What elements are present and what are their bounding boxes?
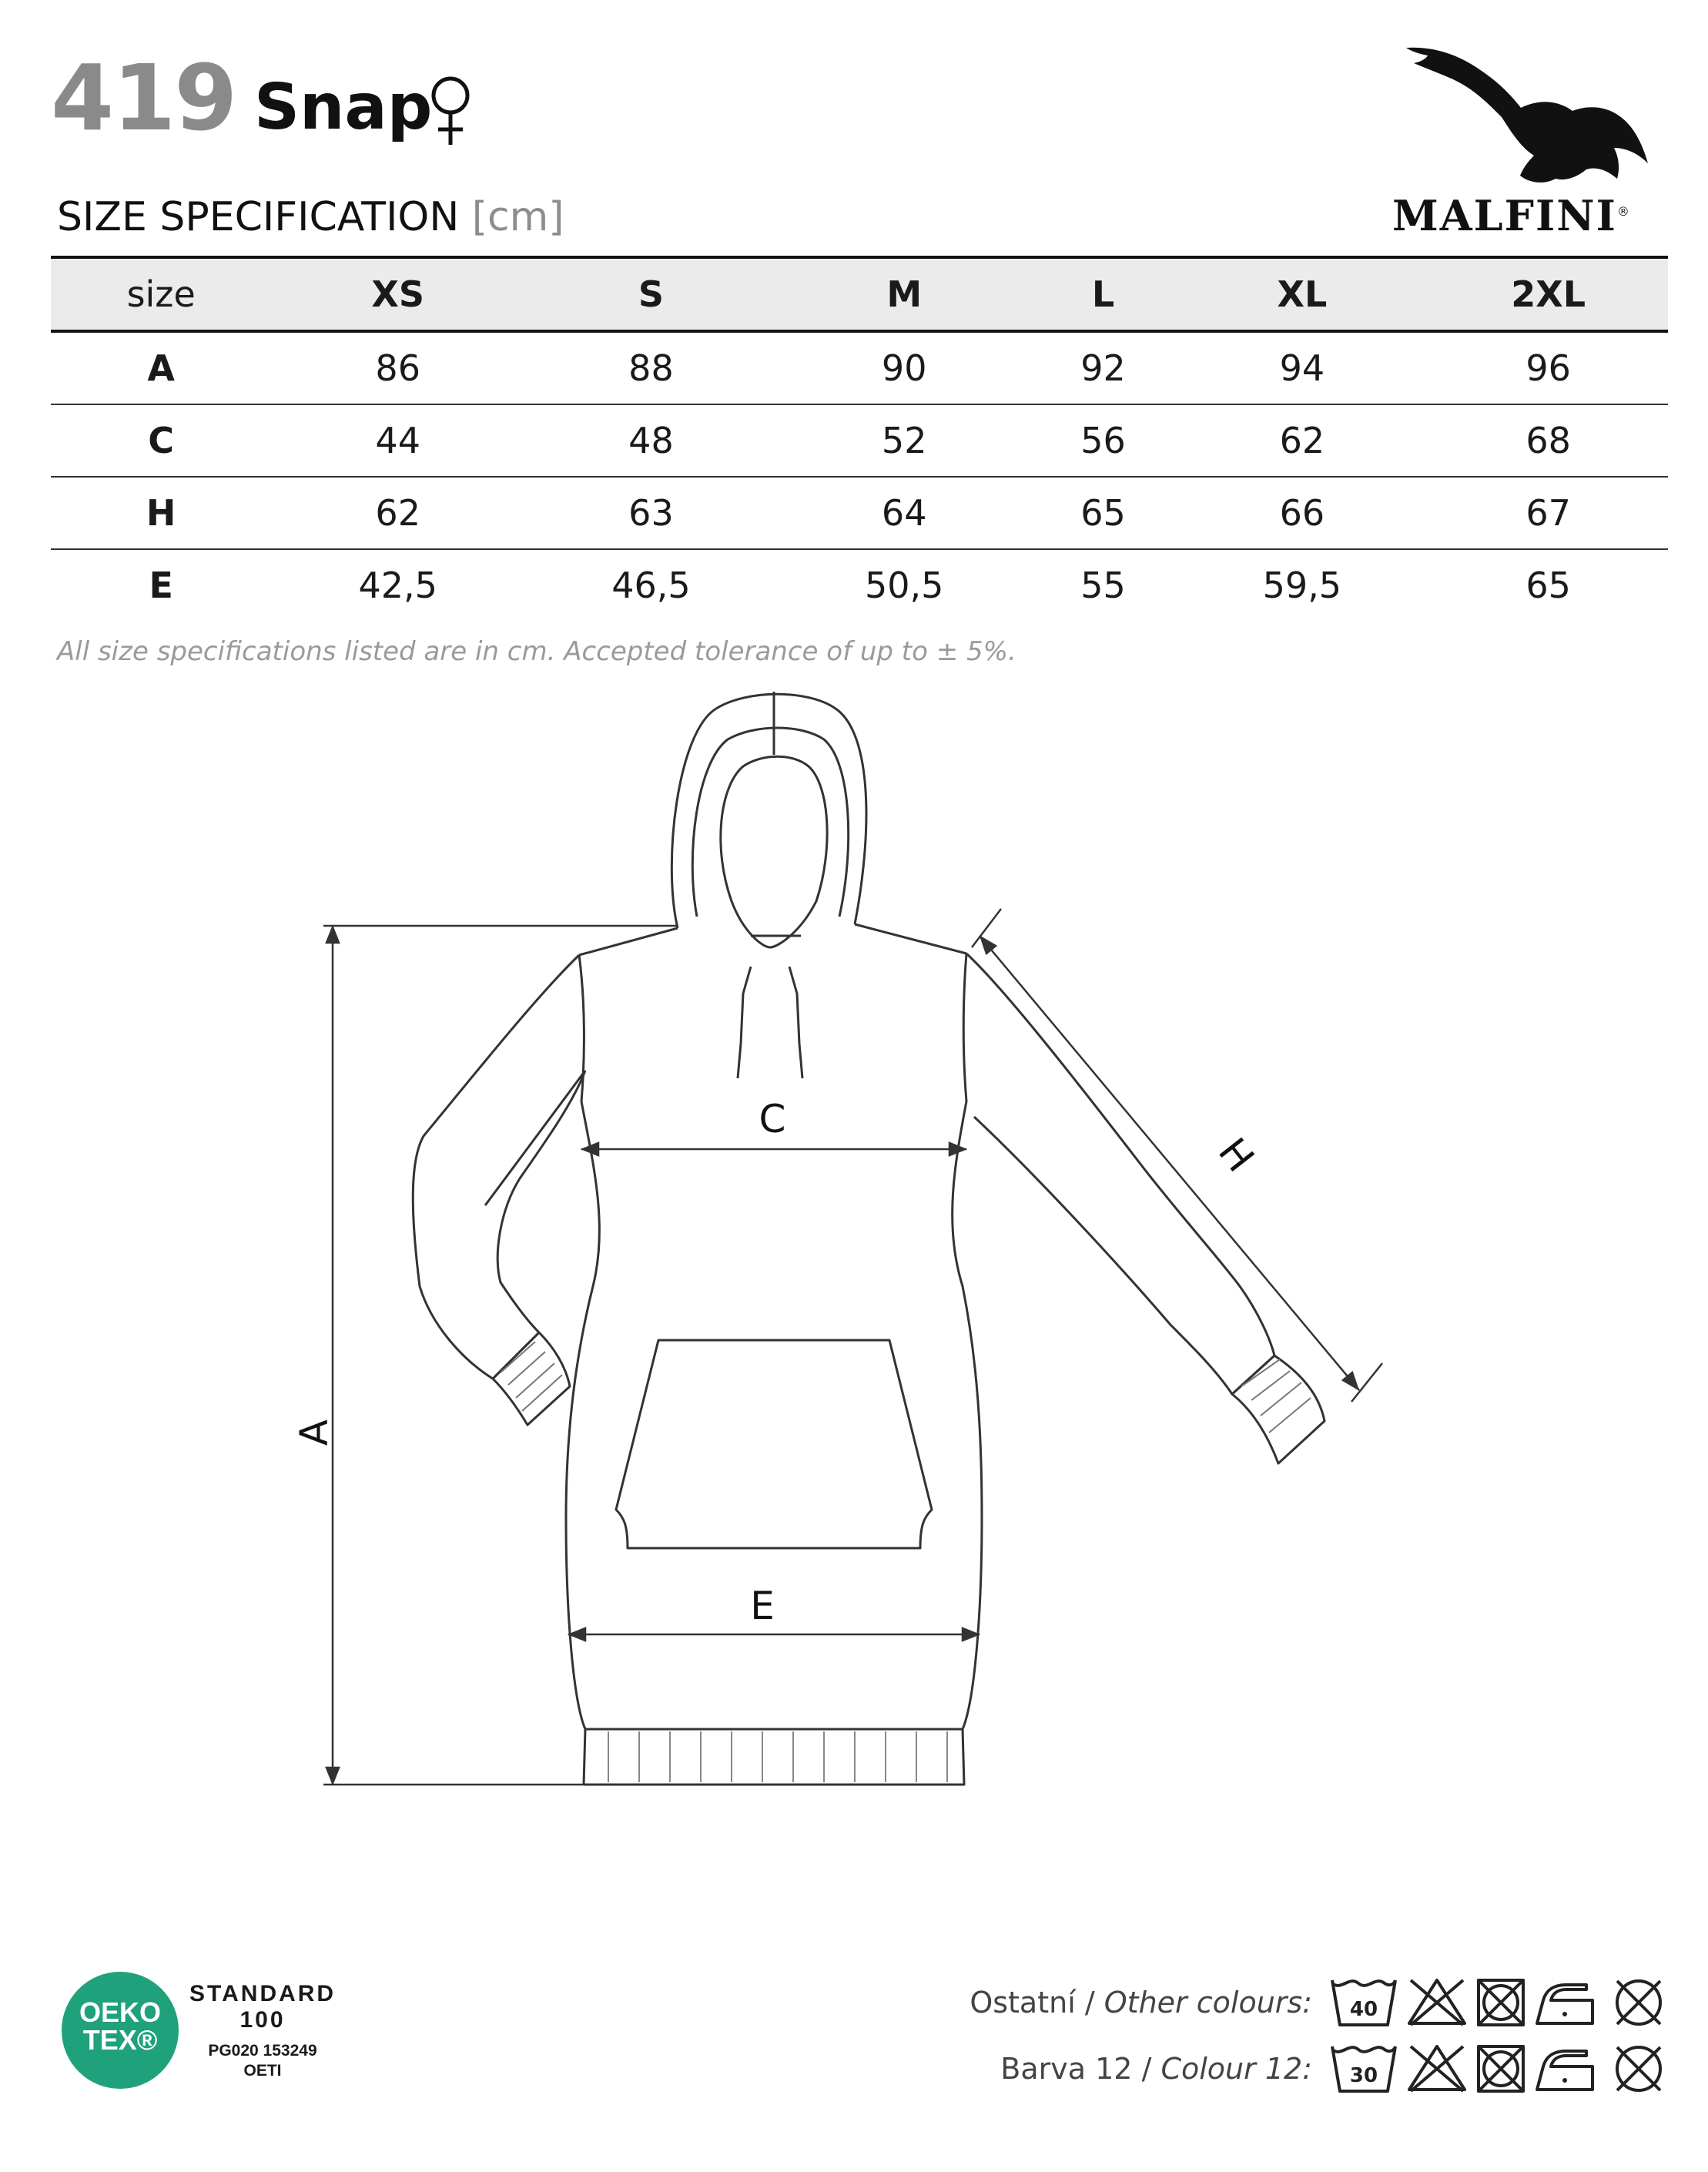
size-column-header: S xyxy=(638,273,665,315)
table-cell: 65 xyxy=(1525,565,1571,606)
size-column-header: size xyxy=(126,273,196,315)
measurement-h xyxy=(972,909,1382,1402)
oeko-line-2: TEX® xyxy=(82,2024,158,2056)
table-cell: 94 xyxy=(1279,347,1325,389)
table-cell: 59,5 xyxy=(1262,565,1342,606)
size-header-row xyxy=(51,257,1668,331)
right-cuff xyxy=(1232,1356,1325,1463)
care-symbols-colour-12 xyxy=(1331,2042,1669,2096)
care-label-en: Other colours: xyxy=(1104,1986,1312,2019)
certificate-line-1: PG020 153249 xyxy=(208,2042,317,2060)
no-tumble-dry-icon xyxy=(1479,2046,1523,2091)
body-left xyxy=(566,955,599,1729)
oeko-tex-text xyxy=(62,1996,179,2056)
table-cell: 50,5 xyxy=(864,565,944,606)
table-row xyxy=(51,404,1668,477)
row-label: E xyxy=(149,565,173,606)
size-column-header: XL xyxy=(1277,273,1328,315)
brand-name: MALFINI xyxy=(1392,191,1617,240)
table-cell: 62 xyxy=(1279,420,1325,461)
spec-title-text: SIZE SPECIFICATION xyxy=(57,194,460,240)
care-label-colour-12 xyxy=(1000,2052,1312,2086)
standard-line-1: STANDARD xyxy=(189,1981,337,2006)
table-cell: 55 xyxy=(1080,565,1126,606)
care-label-cz: Barva 12 xyxy=(1000,2052,1133,2086)
no-dry-clean-icon xyxy=(1617,2047,1660,2090)
no-bleach-icon xyxy=(1409,2046,1465,2091)
wash-temperature: 40 xyxy=(1349,1998,1378,2021)
row-label: C xyxy=(148,420,175,461)
table-cell: 68 xyxy=(1525,420,1571,461)
care-symbols-other-colours xyxy=(1331,1976,1669,2030)
table-cell: 66 xyxy=(1279,492,1325,534)
row-label: H xyxy=(146,492,176,534)
tolerance-note: All size specifications listed are in cm. Accepted tolerance of up to ± 5%. xyxy=(57,636,1016,667)
garment-outline xyxy=(413,692,1325,1785)
drawstring-right xyxy=(789,967,802,1078)
registered-mark: ® xyxy=(1616,204,1631,219)
table-cell: 65 xyxy=(1080,492,1126,534)
table-cell: 44 xyxy=(375,420,420,461)
certificate-line-2: OETI xyxy=(243,2062,282,2080)
table-cell: 88 xyxy=(628,347,674,389)
table-cell: 63 xyxy=(628,492,674,534)
size-column-header: 2XL xyxy=(1511,273,1586,315)
size-column-header: M xyxy=(886,273,923,315)
drawstring-left xyxy=(738,967,751,1078)
hem-band xyxy=(584,1729,964,1785)
table-row xyxy=(51,331,1668,404)
iron-icon xyxy=(1537,2051,1592,2090)
wash-temperature: 30 xyxy=(1349,2064,1378,2087)
table-cell: 46,5 xyxy=(611,565,691,606)
cuff-ribbing xyxy=(501,1342,1311,1433)
no-dry-clean-icon xyxy=(1617,1981,1660,2024)
product-code: 419 xyxy=(51,45,236,151)
table-cell: 96 xyxy=(1525,347,1571,389)
table-cell: 42,5 xyxy=(358,565,437,606)
certificate-code xyxy=(189,2041,336,2081)
size-column-header: L xyxy=(1091,273,1115,315)
left-sleeve-inner xyxy=(485,1071,585,1205)
standard-title xyxy=(189,1981,336,2033)
measure-label-c: C xyxy=(759,1097,786,1141)
hoodie-dress-diagram xyxy=(0,670,1708,1949)
hem-ribbing xyxy=(608,1731,947,1782)
measure-label-h: H xyxy=(1209,1129,1263,1181)
table-cell: 62 xyxy=(375,492,420,534)
left-sleeve xyxy=(413,955,585,1379)
care-label-cz: Ostatní xyxy=(970,1986,1076,2019)
table-cell: 92 xyxy=(1080,347,1126,389)
care-separator: / xyxy=(1084,1986,1095,2019)
table-cell: 67 xyxy=(1525,492,1571,534)
table-cell: 56 xyxy=(1080,420,1126,461)
face-opening xyxy=(721,756,827,947)
size-specification-title xyxy=(57,194,564,240)
table-cell: 52 xyxy=(881,420,927,461)
measurement-c xyxy=(581,1143,966,1155)
care-label-en: Colour 12: xyxy=(1160,2052,1312,2086)
table-cell: 86 xyxy=(375,347,420,389)
female-symbol-icon xyxy=(427,74,474,154)
left-shoulder xyxy=(579,928,678,955)
size-column-header: XS xyxy=(371,273,424,315)
care-label-other-colours xyxy=(970,1986,1312,2019)
no-bleach-icon xyxy=(1409,1980,1465,2025)
care-separator: / xyxy=(1141,2052,1152,2086)
row-label: A xyxy=(147,347,175,389)
brand-logo-text xyxy=(1392,191,1631,240)
table-row xyxy=(51,549,1668,621)
oeko-line-1: OEKO xyxy=(79,1996,161,2028)
table-cell: 90 xyxy=(881,347,927,389)
measurement-e xyxy=(568,1628,980,1641)
kangaroo-pocket xyxy=(616,1340,932,1548)
table-row xyxy=(51,477,1668,549)
standard-line-2: 100 xyxy=(239,2007,286,2033)
body-right xyxy=(953,954,982,1729)
measurement-a xyxy=(323,926,678,1785)
no-tumble-dry-icon xyxy=(1479,1980,1523,2025)
right-shoulder xyxy=(855,924,966,954)
measure-label-a: A xyxy=(292,1419,337,1446)
spec-unit: [cm] xyxy=(471,194,564,240)
product-name: Snap xyxy=(254,71,433,144)
table-cell: 48 xyxy=(628,420,674,461)
iron-icon xyxy=(1537,1985,1592,2023)
measure-label-e: E xyxy=(750,1584,775,1628)
size-table xyxy=(51,256,1668,621)
table-cell: 64 xyxy=(881,492,927,534)
